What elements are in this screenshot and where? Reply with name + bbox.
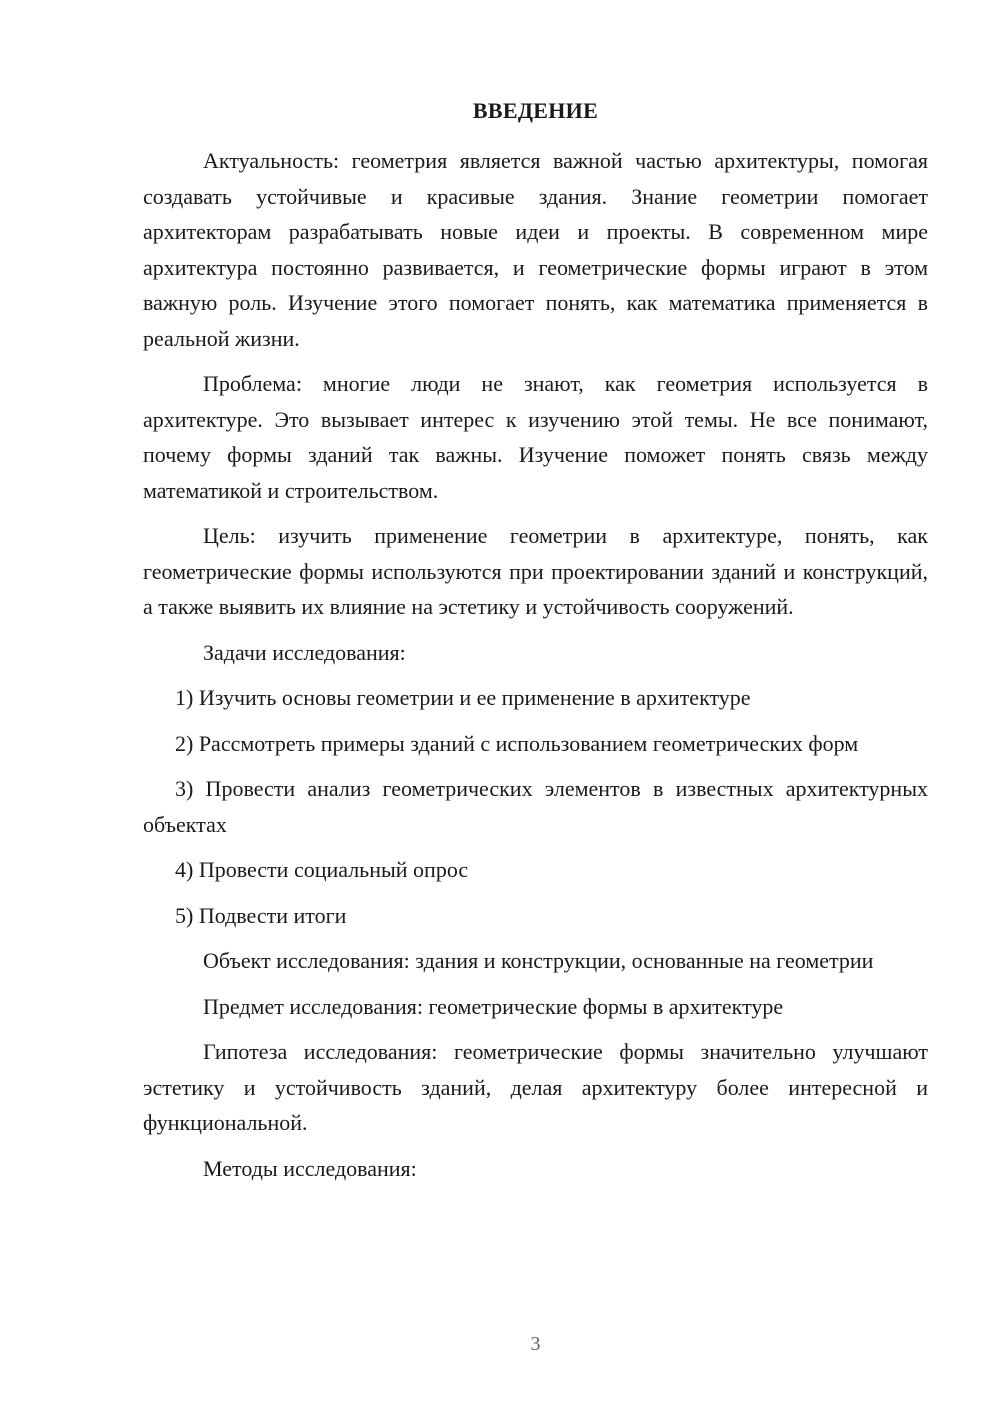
page-title: ВВЕДЕНИЕ xyxy=(472,98,599,123)
paragraph-subject: Предмет исследования: геометрические формы в архитектуре xyxy=(203,993,784,1019)
paragraph-hypothesis: Гипотеза исследования: геометрические формы значительно улучшают эстетику и устойчивость зданий, делая архитектуру более интересной и функциональной. xyxy=(143,1039,928,1135)
page-number: 3 xyxy=(530,1333,541,1355)
paragraph-tasks-heading: Задачи исследования: xyxy=(203,639,406,665)
paragraph-relevance: Актуальность: геометрия является важной частью архитектуры, помогая создавать устойчивые и красивые здания. Знание геометрии помогает архитекторам разрабатывать новые идеи и проекты. В современном мире архитектура постоянно развивается, и геометрические формы играют в этом важную роль. Изучение этого помогает понять, как математика применяется в реальной жизни. xyxy=(143,148,928,351)
task-item-4: 4) Провести социальный опрос xyxy=(175,857,469,882)
document-body xyxy=(143,143,928,1196)
paragraph-problem: Проблема: многие люди не знают, как геометрия используется в архитектуре. Это вызывает интерес к изучению этой темы. Не все понимают, почему формы зданий так важны. Изучение поможет понять связь между математикой и строительством. xyxy=(143,371,928,503)
paragraph-object: Объект исследования: здания и конструкции, основанные на геометрии xyxy=(203,948,874,973)
paragraph-goal: Цель: изучить применение геометрии в архитектуре, понять, как геометрические формы используются при проектировании зданий и конструкций, а также выявить их влияние на эстетику и устойчивость сооружений. xyxy=(143,523,928,619)
task-item-2: 2) Рассмотреть примеры зданий с использованием геометрических форм xyxy=(175,730,859,756)
paragraph-methods: Методы исследования: xyxy=(203,1155,417,1181)
task-item-5: 5) Подвести итоги xyxy=(175,902,347,928)
task-item-3: 3) Провести анализ геометрических элементов в известных архитектурных объектах xyxy=(143,776,928,837)
document-page xyxy=(143,0,928,1414)
task-item-1: 1) Изучить основы геометрии и ее применение в архитектуре xyxy=(175,685,751,710)
